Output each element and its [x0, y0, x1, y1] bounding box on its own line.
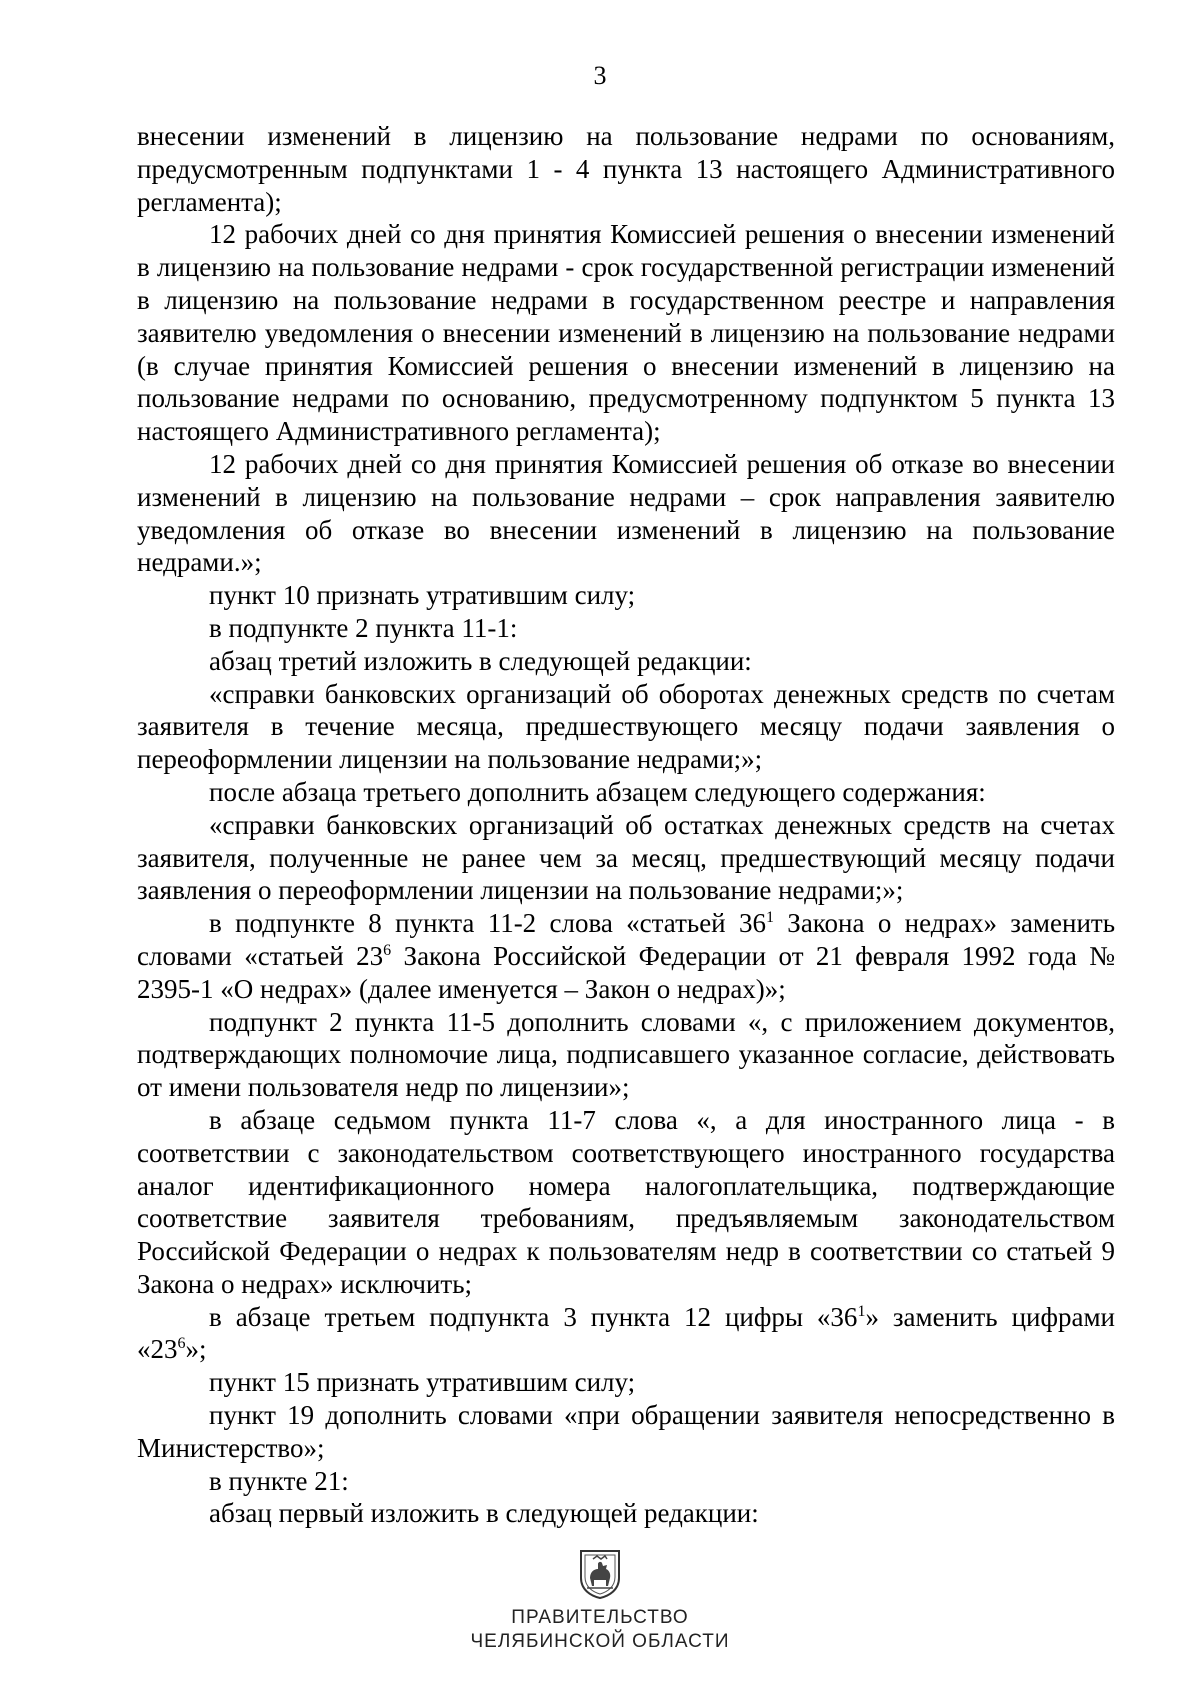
paragraph: [137, 907, 1115, 1005]
paragraph: абзац первый изложить в следующей редакции:: [209, 1498, 759, 1529]
paragraph: в пункте 21:: [209, 1465, 349, 1496]
paragraph: после абзаца третьего дополнить абзацем следующего содержания:: [209, 776, 986, 807]
paragraph: пункт 10 признать утратившим силу;: [209, 580, 636, 611]
paragraph: в подпункте 2 пункта 11-1:: [209, 612, 518, 643]
superscript: 1: [857, 1302, 866, 1320]
paragraph: пункт 19 дополнить словами «при обращении заявителя непосредственно в Министерство»;: [137, 1400, 1115, 1463]
text-run: Закона Российской Федерации от 21 февраля 1992 года № 2395-1 «О недрах» (далее именуется – Закон о недрах)»;: [137, 940, 1115, 1004]
government-name-line1: ПРАВИТЕЛЬСТВО: [511, 1607, 689, 1628]
text-run: » заменить цифрами «23: [137, 1301, 1115, 1365]
superscript: 6: [177, 1335, 186, 1353]
paragraph: [137, 1301, 1115, 1367]
paragraph: «справки банковских организаций об оборотах денежных средств по счетам заявителя в течение месяца, предшествующего месяцу подачи заявления о переоформлении лицензии на пользование недрами;»;: [137, 678, 1115, 775]
government-name-line2: ЧЕЛЯБИНСКОЙ ОБЛАСТИ: [470, 1631, 730, 1652]
chelyabinsk-coat-of-arms-icon: [577, 1548, 623, 1600]
text-run: в абзаце третьем подпункта 3 пункта 12 цифры «36: [209, 1301, 858, 1332]
page-number: 3: [593, 61, 607, 90]
paragraph: внесении изменений в лицензию на пользование недрами по основаниям, предусмотренным подпунктами 1 - 4 пункта 13 настоящего Административного регламента);: [137, 121, 1115, 217]
paragraph: в абзаце седьмом пункта 11-7 слова «, а для иностранного лица - в соответствии с законодательством соответствующего иностранного государства аналог идентификационного номера налогоплательщика, подтверждающие соответствие заявителя требованиям, предъявляемым законодательством Российской Федерации о недрах к пользователям недр в соответствии со статьей 9 Закона о недрах» исключить;: [137, 1104, 1115, 1299]
superscript: 1: [765, 909, 774, 927]
superscript: 6: [383, 941, 392, 959]
text-run: в подпункте 8 пункта 11-2 слова «статьей 36: [209, 908, 766, 939]
paragraph: подпункт 2 пункта 11-5 дополнить словами «, с приложением документов, подтверждающих полномочие лица, подписавшего указанное согласие, действовать от имени пользователя недр по лицензии»;: [137, 1006, 1115, 1103]
paragraph: пункт 15 признать утратившим силу;: [209, 1367, 636, 1398]
paragraph: абзац третий изложить в следующей редакции:: [209, 645, 752, 676]
paragraph: «справки банковских организаций об остатках денежных средств на счетах заявителя, полученные не ранее чем за месяц, предшествующий месяцу подачи заявления о переоформлении лицензии на пользование недрами;»;: [137, 809, 1115, 906]
letterhead-footer: [0, 1548, 1200, 1654]
paragraph: 12 рабочих дней со дня принятия Комиссией решения о внесении изменений в лицензию на пользование недрами - срок государственной регистрации изменений в лицензию на пользование недрами в государственном реестре и направления заявителю уведомления о внесении изменений в лицензию на пользование недрами (в случае принятия Комиссией решения о внесении изменений в лицензию на пользование недрами по основанию, предусмотренному подпунктом 5 пункта 13 настоящего Административного регламента);: [137, 219, 1115, 447]
text-run: »;: [185, 1334, 207, 1365]
text-run: Закона о недрах» заменить словами «статьей 23: [137, 908, 1116, 971]
paragraph: 12 рабочих дней со дня принятия Комиссией решения об отказе во внесении изменений в лицензию на пользование недрами – срок направления заявителю уведомления об отказе во внесении изменений в лицензию на пользование недрами.»;: [137, 448, 1115, 578]
document-body: [137, 120, 1115, 1530]
